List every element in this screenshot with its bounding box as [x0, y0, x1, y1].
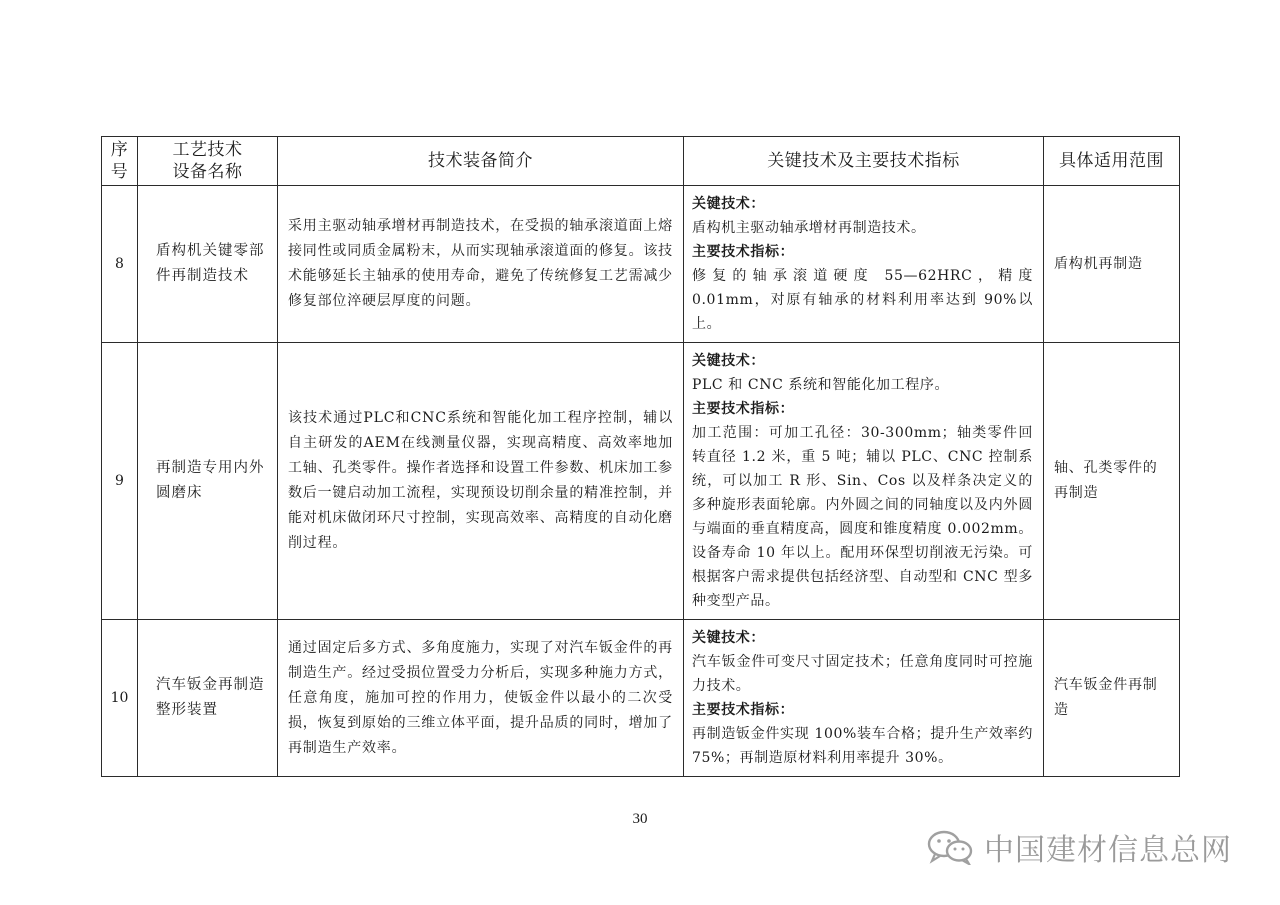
row-seq: 10 [102, 620, 138, 777]
key-tech-label: 关键技术： [692, 353, 765, 369]
row-key [684, 186, 1044, 343]
technology-table [101, 136, 1180, 777]
watermark-text: 中国建材信息总网 [984, 833, 1232, 868]
header-scope: 具体适用范围 [1044, 137, 1180, 186]
row-name: 盾构机关键零部件再制造技术 [138, 186, 278, 343]
main-index-label: 主要技术指标： [692, 401, 795, 417]
main-index-text: 再制造钣金件实现 100%装车合格；提升生产效率约 75%；再制造原材料利用率提升 30%。 [692, 726, 1033, 766]
row-seq: 9 [102, 343, 138, 620]
table-row [102, 620, 1180, 777]
table-header-row [102, 137, 1180, 186]
row-seq: 8 [102, 186, 138, 343]
main-index-text: 加工范围：可加工孔径：30-300mm；轴类零件回转直径 1.2 米，重 5 吨；辅以 PLC、CNC 控制系统，可以加工 R 形、Sin、Cos 以及样条决定义的多种旋形表面轮廓。内外圆之间的同轴度以及内外圆与端面的垂直精度高，圆度和锥度精度 0.002mm。设备寿命 10 年以上。配用环保型切削液无污染。可根据客户需求提供包括经济型、自动型和 CNC 型多种变型产品。 [692, 425, 1033, 609]
key-tech-text: 汽车钣金件可变尺寸固定技术；任意角度同时可控施力技术。 [692, 654, 1033, 694]
main-index-label: 主要技术指标： [692, 244, 795, 260]
row-key [684, 343, 1044, 620]
header-name: 工艺技术设备名称 [138, 137, 278, 186]
row-scope: 盾构机再制造 [1044, 186, 1180, 343]
row-scope: 汽车钣金件再制造 [1044, 620, 1180, 777]
row-key [684, 620, 1044, 777]
key-tech-label: 关键技术： [692, 630, 765, 646]
header-key: 关键技术及主要技术指标 [684, 137, 1044, 186]
row-scope: 轴、孔类零件的再制造 [1044, 343, 1180, 620]
key-tech-text: PLC 和 CNC 系统和智能化加工程序。 [692, 377, 950, 393]
key-tech-label: 关键技术： [692, 196, 765, 212]
header-seq: 序号 [102, 137, 138, 186]
page-number: 30 [632, 811, 648, 827]
wechat-icon [926, 829, 976, 865]
row-intro: 该技术通过PLC和CNC系统和智能化加工程序控制，辅以自主研发的AEM在线测量仪器，实现高精度、高效率地加工轴、孔类零件。操作者选择和设置工件参数、机床加工参数后一键启动加工流程，实现预设切削余量的精准控制，并能对机床做闭环尺寸控制，实现高效率、高精度的自动化磨削过程。 [278, 343, 684, 620]
row-name: 再制造专用内外圆磨床 [138, 343, 278, 620]
main-index-text: 修复的轴承滚道硬度 55—62HRC，精度 0.01mm，对原有轴承的材料利用率达到 90%以上。 [692, 268, 1033, 332]
main-index-label: 主要技术指标： [692, 702, 795, 718]
table-row [102, 186, 1180, 343]
table-row [102, 343, 1180, 620]
row-intro: 通过固定后多方式、多角度施力，实现了对汽车钣金件的再制造生产。经过受损位置受力分析后，实现多种施力方式，任意角度，施加可控的作用力，使钣金件以最小的二次受损，恢复到原始的三维立体平面，提升品质的同时，增加了再制造生产效率。 [278, 620, 684, 777]
watermark [926, 826, 1232, 868]
key-tech-text: 盾构机主驱动轴承增材再制造技术。 [692, 220, 926, 236]
row-name: 汽车钣金再制造整形装置 [138, 620, 278, 777]
row-intro: 采用主驱动轴承增材再制造技术，在受损的轴承滚道面上熔接同性或同质金属粉末，从而实现轴承滚道面的修复。该技术能够延长主轴承的使用寿命，避免了传统修复工艺需减少修复部位淬硬层厚度的问题。 [278, 186, 684, 343]
header-intro: 技术装备简介 [278, 137, 684, 186]
